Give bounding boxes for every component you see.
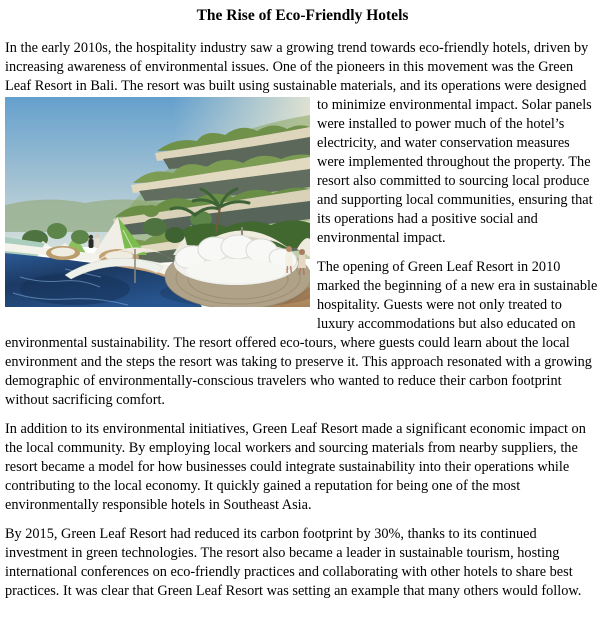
paragraph-4: By 2015, Green Leaf Resort had reduced its carbon footprint by 30%, thanks to its continued investment in green technologies. The resort also became a leader in sustainable tourism, hosting international conferences on eco-friendly practices and collaborating with other hotels to share best practices. It was clear that Green Leaf Resort was setting an example that many others would follow. [5,526,582,599]
page-title: The Rise of Eco-Friendly Hotels [196,7,409,24]
paragraph-1-text-before-photo: In the early 2010s, the hospitality industry saw a growing trend towards eco-friendly hotels, driven by increasing awareness of environmental issues. One of the pioneers in this movement was the Green Leaf Resort in Bali. The resort was built using sustainable [5,40,589,94]
resort-photo[interactable] [5,97,310,307]
resort-photo-illustration [5,97,310,307]
paragraph-1-text-after-photo: materials, and its operations were designed to minimize environmental impact. Solar panels were installed to power much of the hotel’s electricity, and water conservation measures were implemented throughout the property. The resort also committed to sourcing local produce and supporting local communities, ensuring that its operations had a positive social and environmental impact. [317,78,593,246]
paragraph-2: The opening of Green Leaf Resort in 2010 marked the beginning of a new era in sustainable hospitality. Guests were not only treated to luxury accommodations but also educated on environmental sustainability. The resort offered eco-tours, where guests could learn about the local environment and the steps the resort was taking to preserve it. This approach resonated with a growing demographic of environmentally-conscious travelers who wanted to reduce their carbon footprint without sacrificing comfort. [5,259,598,408]
paragraph-3: In addition to its environmental initiatives, Green Leaf Resort made a significant economic impact on the local community. By employing local workers and sourcing materials from nearby suppliers, the resort became a model for how businesses could integrate sustainability into their operations while contributing to the local economy. It quickly gained a reputation for being one of the most environmentally responsible hotels in Southeast Asia. [5,421,586,513]
paragraph-1 [5,39,600,248]
